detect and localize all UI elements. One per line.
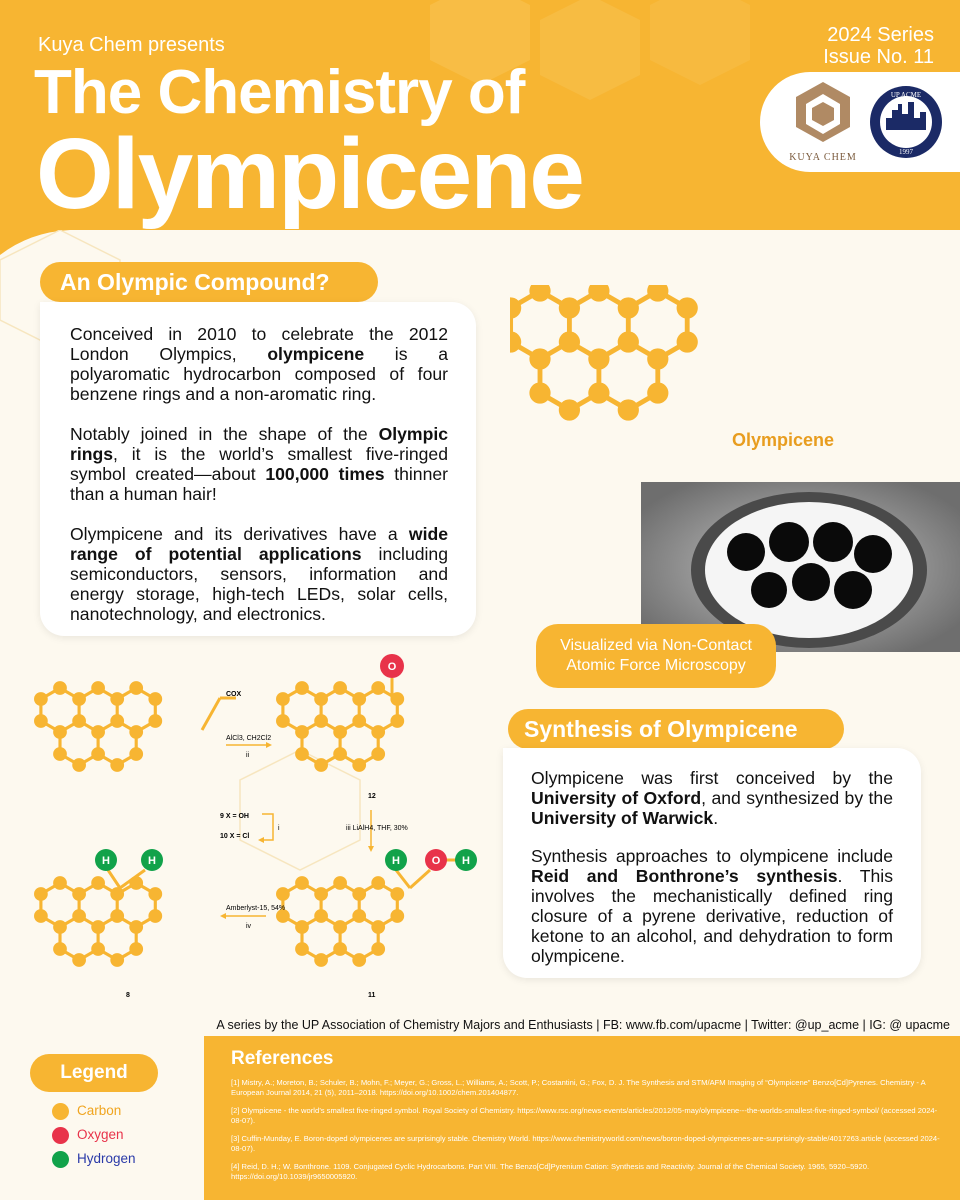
page-title-line2: Olympicene bbox=[36, 118, 583, 230]
step-ii-reagents: AlCl3, CH2Cl2 bbox=[226, 735, 272, 742]
carbon-atom bbox=[91, 747, 105, 761]
hydrogen-label-3: H bbox=[392, 855, 400, 867]
carbon-atom bbox=[647, 285, 668, 302]
carbon-atom bbox=[91, 725, 105, 739]
h-bond-1 bbox=[108, 870, 120, 888]
carbon-atom bbox=[647, 382, 668, 403]
carbon-atom bbox=[647, 348, 668, 369]
carbon-atom bbox=[129, 681, 143, 695]
synthesis-paragraph-1 bbox=[531, 768, 893, 828]
carbon-atom bbox=[53, 747, 67, 761]
olympic-paragraph-3 bbox=[70, 524, 448, 624]
afm-caption: Visualized via Non-Contact Atomic Force Microscopy bbox=[536, 624, 776, 688]
reference-item: [1] Mistry, A.; Moreton, B.; Schuler, B.; Mohn, F.; Meyer, G.; Gross, L.; Williams, A.; Scott, P.; Costantini, G.; Fox, D. J. The Synthesis and STM/AFM Imaging of “Olympicene” Benzo[Cd]Pyrenes. Chemistry - A European Journal 2014, 21 (5), 2011–2018. https://doi.org/10.1002/chem.201404877. bbox=[231, 1078, 926, 1097]
carbon-atom bbox=[588, 285, 609, 302]
carbon-atom bbox=[352, 953, 366, 967]
molecule-11 bbox=[276, 876, 404, 967]
legend-title: Legend bbox=[30, 1054, 158, 1092]
emphasis-text: University of Oxford bbox=[531, 788, 702, 808]
body-text: Conceived in 2010 to celebrate the 2012 London Olympics, bbox=[70, 324, 448, 364]
carbon-atom bbox=[295, 920, 309, 934]
carbon-atom bbox=[314, 887, 328, 901]
carbon-atom bbox=[129, 920, 143, 934]
carbon-atom bbox=[333, 747, 347, 761]
emphasis-text: wide range of potential applications bbox=[70, 524, 448, 564]
carbon-atom bbox=[314, 692, 328, 706]
legend-item-carbon bbox=[52, 1102, 121, 1120]
carbon-atom bbox=[295, 942, 309, 956]
series-label: 2024 Series bbox=[827, 24, 934, 46]
carbon-atom bbox=[333, 876, 347, 890]
carbon-atom bbox=[110, 692, 124, 706]
carbon-atom bbox=[371, 725, 385, 739]
cox-label: COX bbox=[226, 691, 242, 698]
carbon-atom bbox=[559, 297, 580, 318]
carbon-atom bbox=[34, 714, 48, 728]
body-text: , and synthesized by the bbox=[701, 788, 893, 808]
carbon-atom bbox=[295, 681, 309, 695]
body-text: , it is the world’s smallest five-ringed symbol created—about bbox=[70, 444, 448, 484]
arrow-i-head bbox=[258, 837, 264, 843]
body-text: Olympicene was first conceived by the bbox=[531, 768, 893, 788]
carbon-atom bbox=[72, 909, 86, 923]
compound-8-label: 8 bbox=[126, 992, 130, 999]
issue-label: Issue No. 11 bbox=[823, 46, 934, 68]
carbon-atom bbox=[276, 692, 290, 706]
step-iii-reagents: iii LiAlH4, THF, 30% bbox=[346, 825, 408, 832]
cox-chain bbox=[202, 698, 220, 730]
carbon-atom bbox=[559, 399, 580, 420]
carbon-atom bbox=[677, 297, 698, 318]
carbon-atom bbox=[72, 887, 86, 901]
synthesis-scheme bbox=[30, 650, 500, 1010]
legend-item-oxygen bbox=[52, 1126, 124, 1144]
carbon-atom bbox=[371, 920, 385, 934]
carbon-atom bbox=[529, 348, 550, 369]
carbon-atom bbox=[148, 714, 162, 728]
carbon-atom bbox=[677, 331, 698, 352]
carbon-atom bbox=[148, 887, 162, 901]
emphasis-text: 100,000 times bbox=[265, 464, 385, 484]
carbon-atom bbox=[529, 285, 550, 302]
step-ii-number: ii bbox=[246, 752, 250, 759]
carbon-atom bbox=[110, 887, 124, 901]
carbon-atom bbox=[110, 909, 124, 923]
olympic-paragraph-2 bbox=[70, 424, 448, 504]
legend-label-carbon: Carbon bbox=[77, 1103, 122, 1118]
section-heading-olympic: An Olympic Compound? bbox=[40, 262, 378, 302]
section-heading-synthesis: Synthesis of Olympicene bbox=[508, 709, 844, 749]
carbon-atom bbox=[72, 714, 86, 728]
carbon-atom bbox=[129, 747, 143, 761]
carbon-atom bbox=[352, 887, 366, 901]
carbon-atom bbox=[352, 692, 366, 706]
carbon-atom bbox=[618, 399, 639, 420]
carbon-atom bbox=[91, 681, 105, 695]
step-iv-reagents: Amberlyst-15, 54% bbox=[226, 905, 286, 912]
carbon-atom bbox=[295, 725, 309, 739]
carbon-atom bbox=[91, 942, 105, 956]
carbon-atom bbox=[34, 909, 48, 923]
x-cl-label: 10 X = Cl bbox=[220, 833, 250, 840]
carbon-atom bbox=[295, 747, 309, 761]
carbon-atom bbox=[72, 758, 86, 772]
emphasis-text: Olympic rings bbox=[70, 424, 448, 464]
carbon-atom bbox=[34, 692, 48, 706]
carbon-atom bbox=[333, 681, 347, 695]
carbon-atom bbox=[529, 382, 550, 403]
body-text: Olympicene and its derivatives have a bbox=[70, 524, 409, 544]
arrow-i bbox=[262, 814, 273, 840]
carbon-atom bbox=[618, 331, 639, 352]
synthesis-paragraph-2 bbox=[531, 846, 893, 966]
body-text: Notably joined in the shape of the bbox=[70, 424, 379, 444]
emphasis-text: Reid and Bonthrone’s synthesis bbox=[531, 866, 838, 886]
compound-12-label: 12 bbox=[368, 793, 376, 800]
oxygen-ketone-label: O bbox=[387, 661, 397, 673]
body-text: . This involves the mechanistically defined ring closure of a pyrene derivative, reduction of ketone to an alcohol, and dehydration to form olympicene. bbox=[531, 866, 894, 966]
step-iv-number: iv bbox=[246, 923, 252, 930]
carbon-atom bbox=[53, 681, 67, 695]
carbon-atom bbox=[314, 909, 328, 923]
carbon-atom bbox=[333, 725, 347, 739]
carbon-atom bbox=[333, 942, 347, 956]
legend-label-oxygen: Oxygen bbox=[77, 1127, 124, 1142]
reference-item: [4] Reid, D. H.; W. Bonthrone. 1109. Conjugated Cyclic Hydrocarbons. Part VIII. The Benzo[Cd]Pyrenium Cation: Synthesis and Reactivity. Journal of the Chemical Society. 1965, 5920–5920. https://doi.org/10.1039/jr9650005920. bbox=[231, 1162, 870, 1181]
carbon-dot-icon bbox=[52, 1103, 69, 1120]
carbon-atom bbox=[276, 714, 290, 728]
carbon-atom bbox=[390, 714, 404, 728]
kuya-chem-logo bbox=[788, 80, 858, 166]
arrow-iii-head bbox=[368, 846, 374, 852]
hydrogen-label-1: H bbox=[102, 855, 110, 867]
carbon-atom bbox=[352, 758, 366, 772]
carbon-atom bbox=[148, 909, 162, 923]
series-footer: A series by the UP Association of Chemistry Majors and Enthusiasts | FB: www.fb.com/upacme | Twitter: @up_acme | IG: @ upacme bbox=[216, 1018, 950, 1032]
x-oh-label: 9 X = OH bbox=[220, 813, 249, 820]
step-i-number: i bbox=[278, 825, 280, 832]
legend-label-hydrogen: Hydrogen bbox=[77, 1151, 136, 1166]
alcohol-bond-2 bbox=[410, 870, 430, 888]
body-text: . bbox=[713, 808, 719, 828]
carbon-atom bbox=[34, 887, 48, 901]
synthesis-info-card bbox=[503, 748, 921, 978]
hydrogen-dot-icon bbox=[52, 1151, 69, 1168]
olympicene-structure bbox=[510, 285, 770, 475]
carbon-atom bbox=[53, 876, 67, 890]
emphasis-text: University of Warwick bbox=[531, 808, 714, 828]
presents-label: Kuya Chem presents bbox=[38, 34, 225, 56]
carbon-atom bbox=[53, 942, 67, 956]
carbon-atom bbox=[618, 297, 639, 318]
carbon-atom bbox=[588, 348, 609, 369]
carbon-atom bbox=[91, 876, 105, 890]
hydrogen-label-4: H bbox=[462, 855, 470, 867]
body-text: is a polyaromatic hydrocarbon composed of four benzene rings and a non-aromatic ring. bbox=[70, 344, 448, 404]
carbon-atom bbox=[53, 725, 67, 739]
carbon-atom bbox=[110, 953, 124, 967]
carbon-atom bbox=[72, 692, 86, 706]
carbon-atom bbox=[314, 714, 328, 728]
oxygen-dot-icon bbox=[52, 1127, 69, 1144]
compound-11-label: 11 bbox=[368, 992, 376, 999]
carbon-atom bbox=[148, 692, 162, 706]
carbon-atom bbox=[72, 953, 86, 967]
carbon-atom bbox=[110, 714, 124, 728]
carbon-atom bbox=[129, 942, 143, 956]
carbon-atom bbox=[295, 876, 309, 890]
carbon-atom bbox=[371, 747, 385, 761]
molecule-12 bbox=[276, 681, 404, 772]
reference-item: [2] Olympicene - the world’s smallest five-ringed symbol. Royal Society of Chemistry. https://www.rsc.org/news-events/articles/2012/05-may/olympicene---the-worlds-smallest-five-ringed-symbol/ (accessed 2024-08-07). bbox=[231, 1106, 938, 1125]
olympic-info-card bbox=[40, 302, 476, 636]
references-title: References bbox=[231, 1048, 334, 1069]
carbon-atom bbox=[371, 681, 385, 695]
carbon-atom bbox=[314, 758, 328, 772]
up-acme-logo bbox=[868, 84, 944, 160]
carbon-atom bbox=[53, 920, 67, 934]
carbon-atom bbox=[371, 942, 385, 956]
svg-text:KUYA CHEM: KUYA CHEM bbox=[789, 152, 857, 163]
carbon-atom bbox=[390, 909, 404, 923]
carbon-atom bbox=[588, 382, 609, 403]
carbon-atom bbox=[371, 876, 385, 890]
emphasis-text: olympicene bbox=[267, 344, 365, 364]
carbon-atom bbox=[559, 331, 580, 352]
molecule-9-10 bbox=[34, 681, 162, 772]
olympicene-structure-label: Olympicene bbox=[732, 430, 835, 450]
legend-item-hydrogen bbox=[52, 1150, 136, 1168]
body-text: thinner than a human hair! bbox=[70, 464, 449, 504]
series-info bbox=[823, 24, 934, 68]
carbon-atom bbox=[314, 953, 328, 967]
carbon-atom bbox=[333, 920, 347, 934]
olympic-paragraph-1 bbox=[70, 324, 448, 404]
carbon-atom bbox=[276, 887, 290, 901]
carbon-atom bbox=[390, 887, 404, 901]
hydrogen-label-2: H bbox=[148, 855, 156, 867]
alcohol-bond-1 bbox=[396, 870, 410, 888]
carbon-atom bbox=[129, 725, 143, 739]
logo-panel bbox=[760, 72, 960, 172]
arrow-iv-head bbox=[220, 913, 226, 919]
svg-text:1997: 1997 bbox=[899, 148, 913, 156]
carbon-atom bbox=[91, 920, 105, 934]
arrow-ii-head bbox=[266, 742, 272, 748]
carbon-atom bbox=[352, 714, 366, 728]
page-title-line1: The Chemistry of bbox=[34, 58, 525, 127]
svg-text:UP ACME: UP ACME bbox=[890, 91, 922, 99]
carbon-atom bbox=[110, 758, 124, 772]
reference-item: [3] Cuffin-Munday, E. Boron-doped olympicenes are surprisingly stable. Chemistry World. https://www.chemistryworld.com/news/boron-doped-olympicenes-are-surprisingly-stable/4017263.article (accessed 2024-08-07). bbox=[231, 1134, 940, 1153]
body-text: Synthesis approaches to olympicene include bbox=[531, 846, 893, 866]
body-text: including semiconductors, sensors, information and energy storage, high-tech LEDs, solar cells, nanotechnology, and electronics. bbox=[70, 544, 448, 624]
oxygen-alcohol-label: O bbox=[431, 855, 441, 867]
molecule-8 bbox=[34, 876, 162, 967]
carbon-atom bbox=[352, 909, 366, 923]
